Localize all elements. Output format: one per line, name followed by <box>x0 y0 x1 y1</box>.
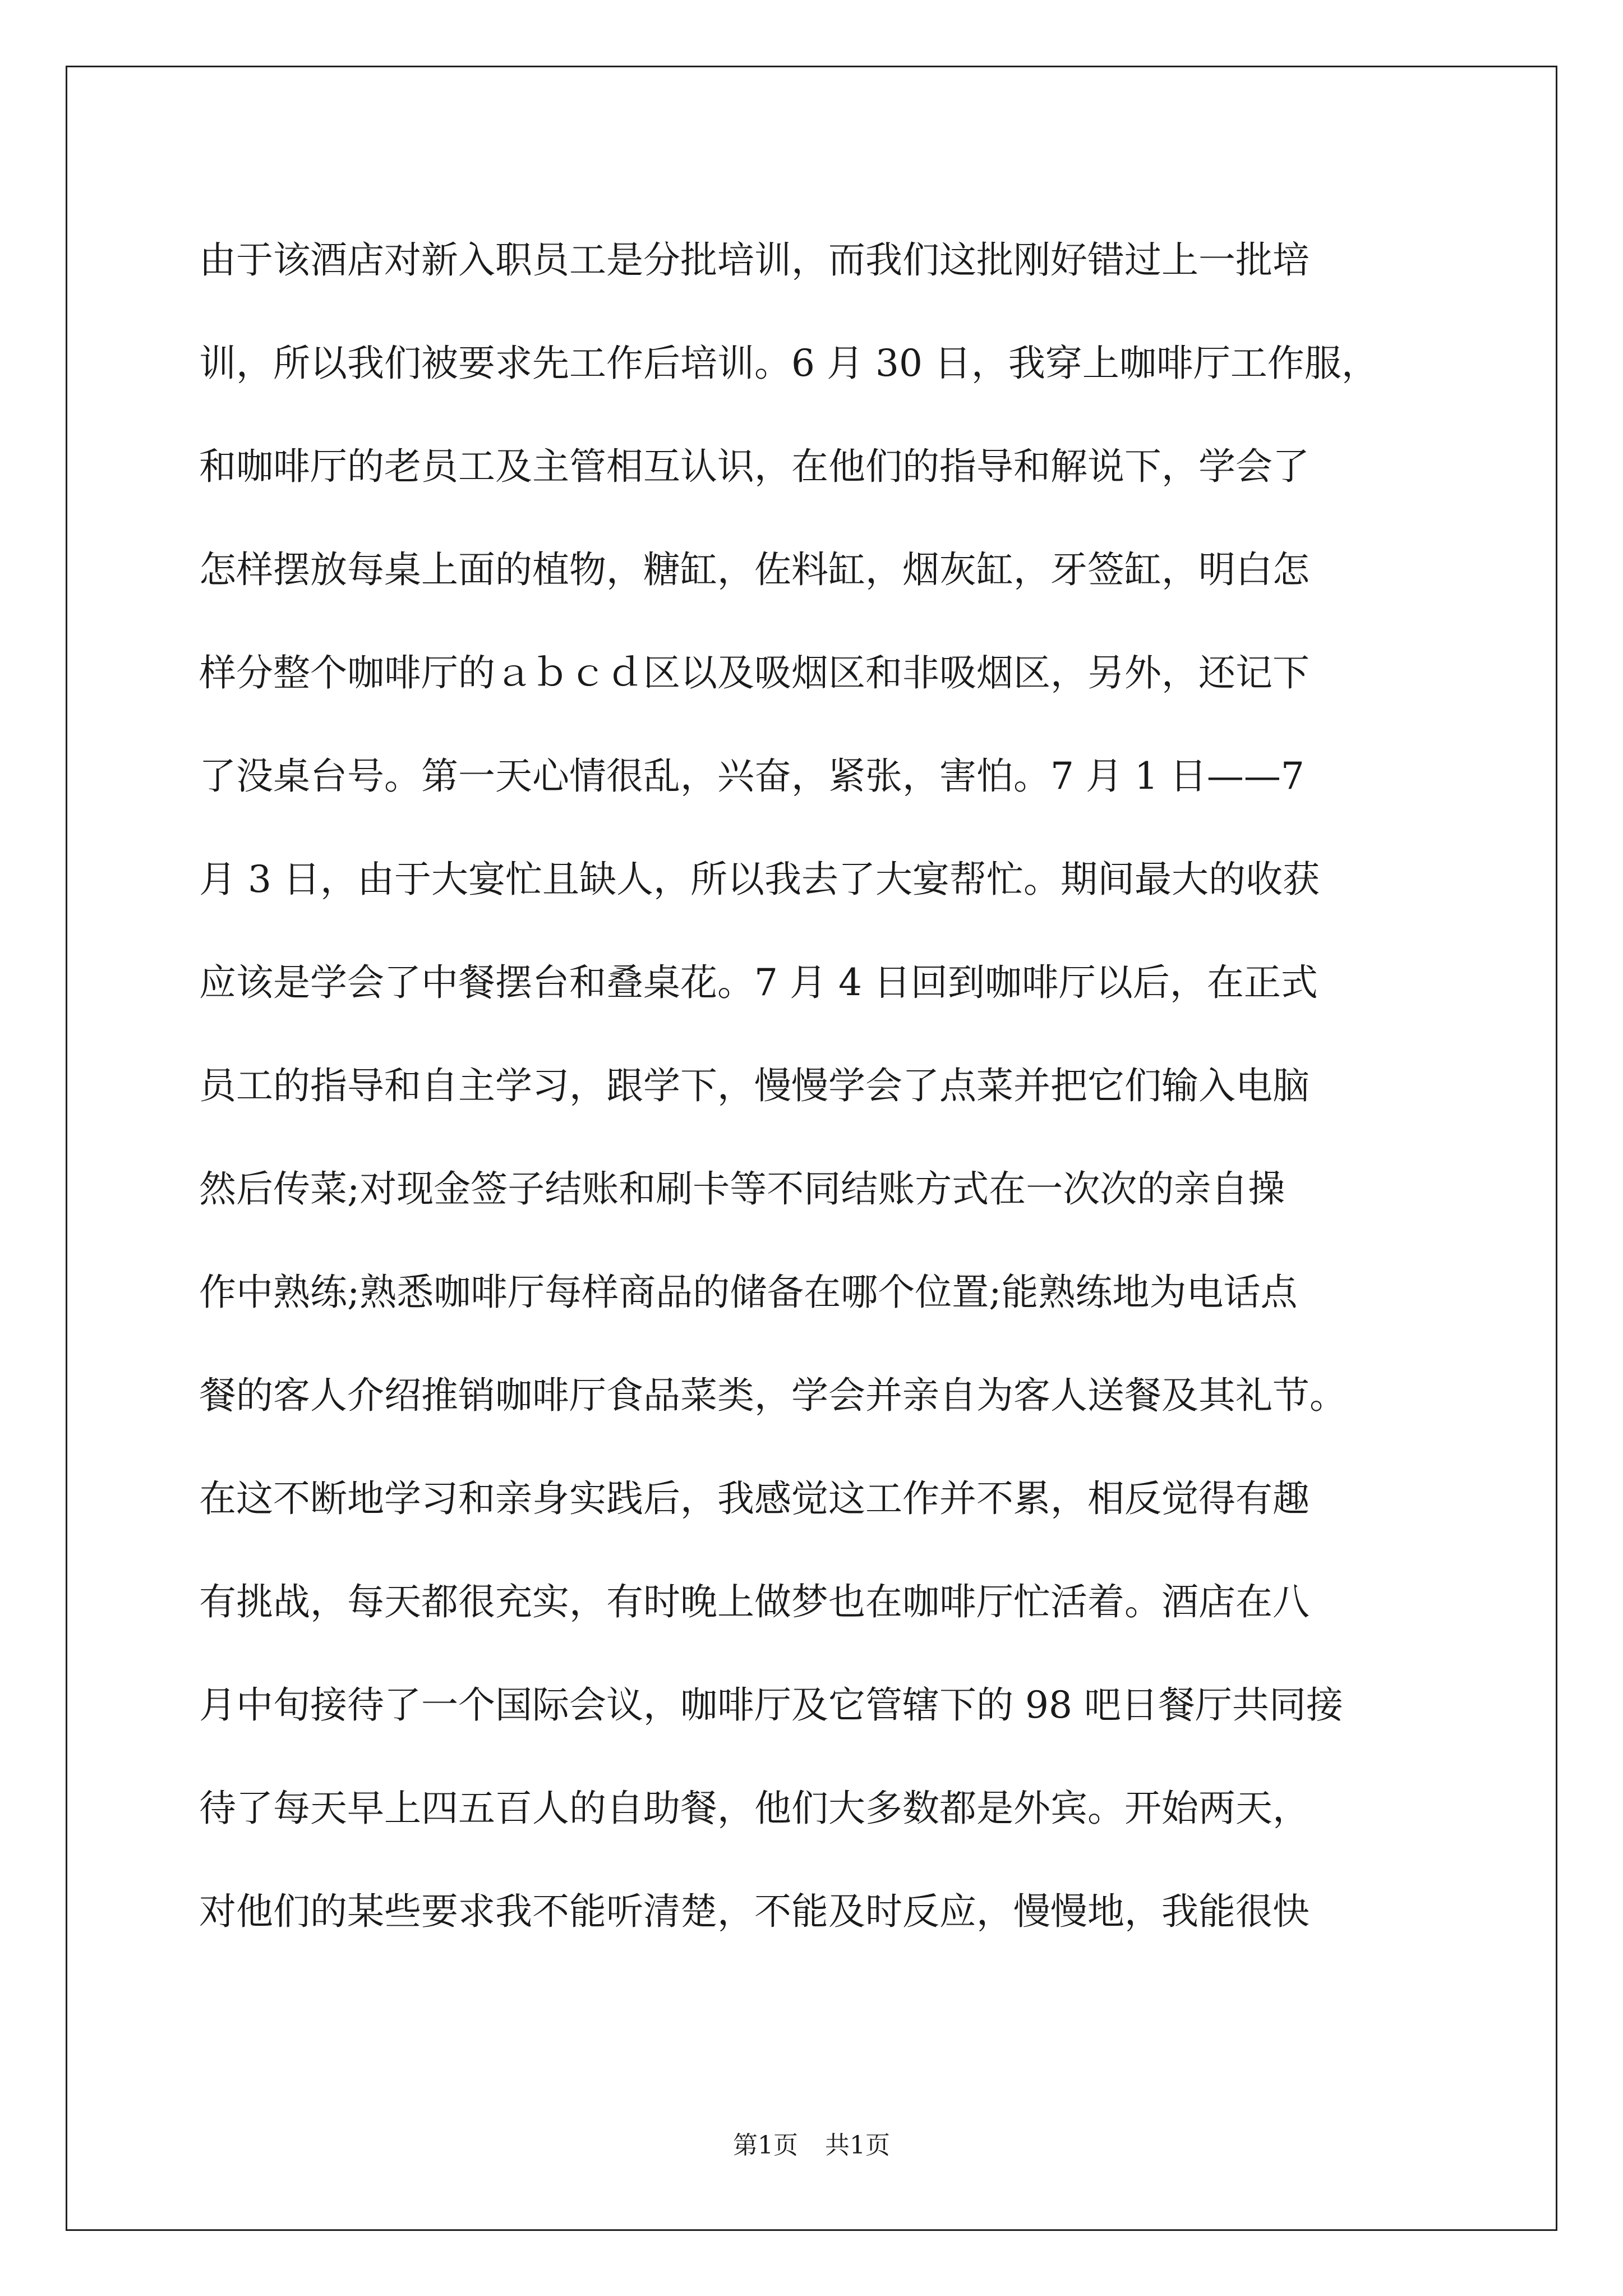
text-line-8: 应该是学会了中餐摆台和叠桌花。7 月 4 日回到咖啡厅以后，在正式 <box>199 961 1318 1004</box>
text-line-1: 由于该酒店对新入职员工是分批培训，而我们这批刚好错过上一批培 <box>199 238 1310 282</box>
text-line-13: 在这不断地学习和亲身实践后，我感觉这工作并不累，相反觉得有趣 <box>199 1477 1310 1520</box>
text-line-10: 然后传菜;对现金签子结账和刷卡等不同结账方式在一次次的亲自操 <box>199 1167 1285 1211</box>
text-line-16: 待了每天早上四五百人的自助餐，他们大多数都是外宾。开始两天， <box>199 1787 1310 1830</box>
text-line-17: 对他们的某些要求我不能听清楚，不能及时反应，慢慢地，我能很快 <box>199 1890 1310 1933</box>
text-line-9: 员工的指导和自主学习，跟学下，慢慢学会了点菜并把它们输入电脑 <box>199 1064 1310 1107</box>
page-number-total: 共1页 <box>825 2131 890 2160</box>
page-number-current: 第1页 <box>733 2131 798 2160</box>
text-line-6: 了没桌台号。第一天心情很乱，兴奋，紧张，害怕。7 月 1 日——7 <box>199 754 1304 798</box>
text-line-4: 怎样摆放每桌上面的植物，糖缸，佐料缸，烟灰缸，牙签缸，明白怎 <box>199 548 1310 591</box>
document-body <box>199 209 1467 1963</box>
text-line-3: 和咖啡厅的老员工及主管相互认识，在他们的指导和解说下，学会了 <box>199 445 1310 488</box>
text-line-2: 训，所以我们被要求先工作后培训。6 月 30 日，我穿上咖啡厅工作服， <box>199 342 1378 385</box>
text-line-5: 样分整个咖啡厅的ａｂｃｄ区以及吸烟区和非吸烟区，另外，还记下 <box>199 651 1310 694</box>
text-line-15: 月中旬接待了一个国际会议，咖啡厅及它管辖下的 98 吧日餐厅共同接 <box>199 1683 1343 1727</box>
text-line-14: 有挑战，每天都很充实，有时晚上做梦也在咖啡厅忙活着。酒店在八 <box>199 1580 1310 1623</box>
page-footer <box>0 2129 1623 2162</box>
text-line-7: 月 3 日，由于大宴忙且缺人，所以我去了大宴帮忙。期间最大的收获 <box>199 858 1320 901</box>
text-line-11: 作中熟练;熟悉咖啡厅每样商品的储备在哪个位置;能熟练地为电话点 <box>199 1271 1298 1314</box>
text-line-12: 餐的客人介绍推销咖啡厅食品菜类，学会并亲自为客人送餐及其礼节。 <box>199 1374 1347 1417</box>
